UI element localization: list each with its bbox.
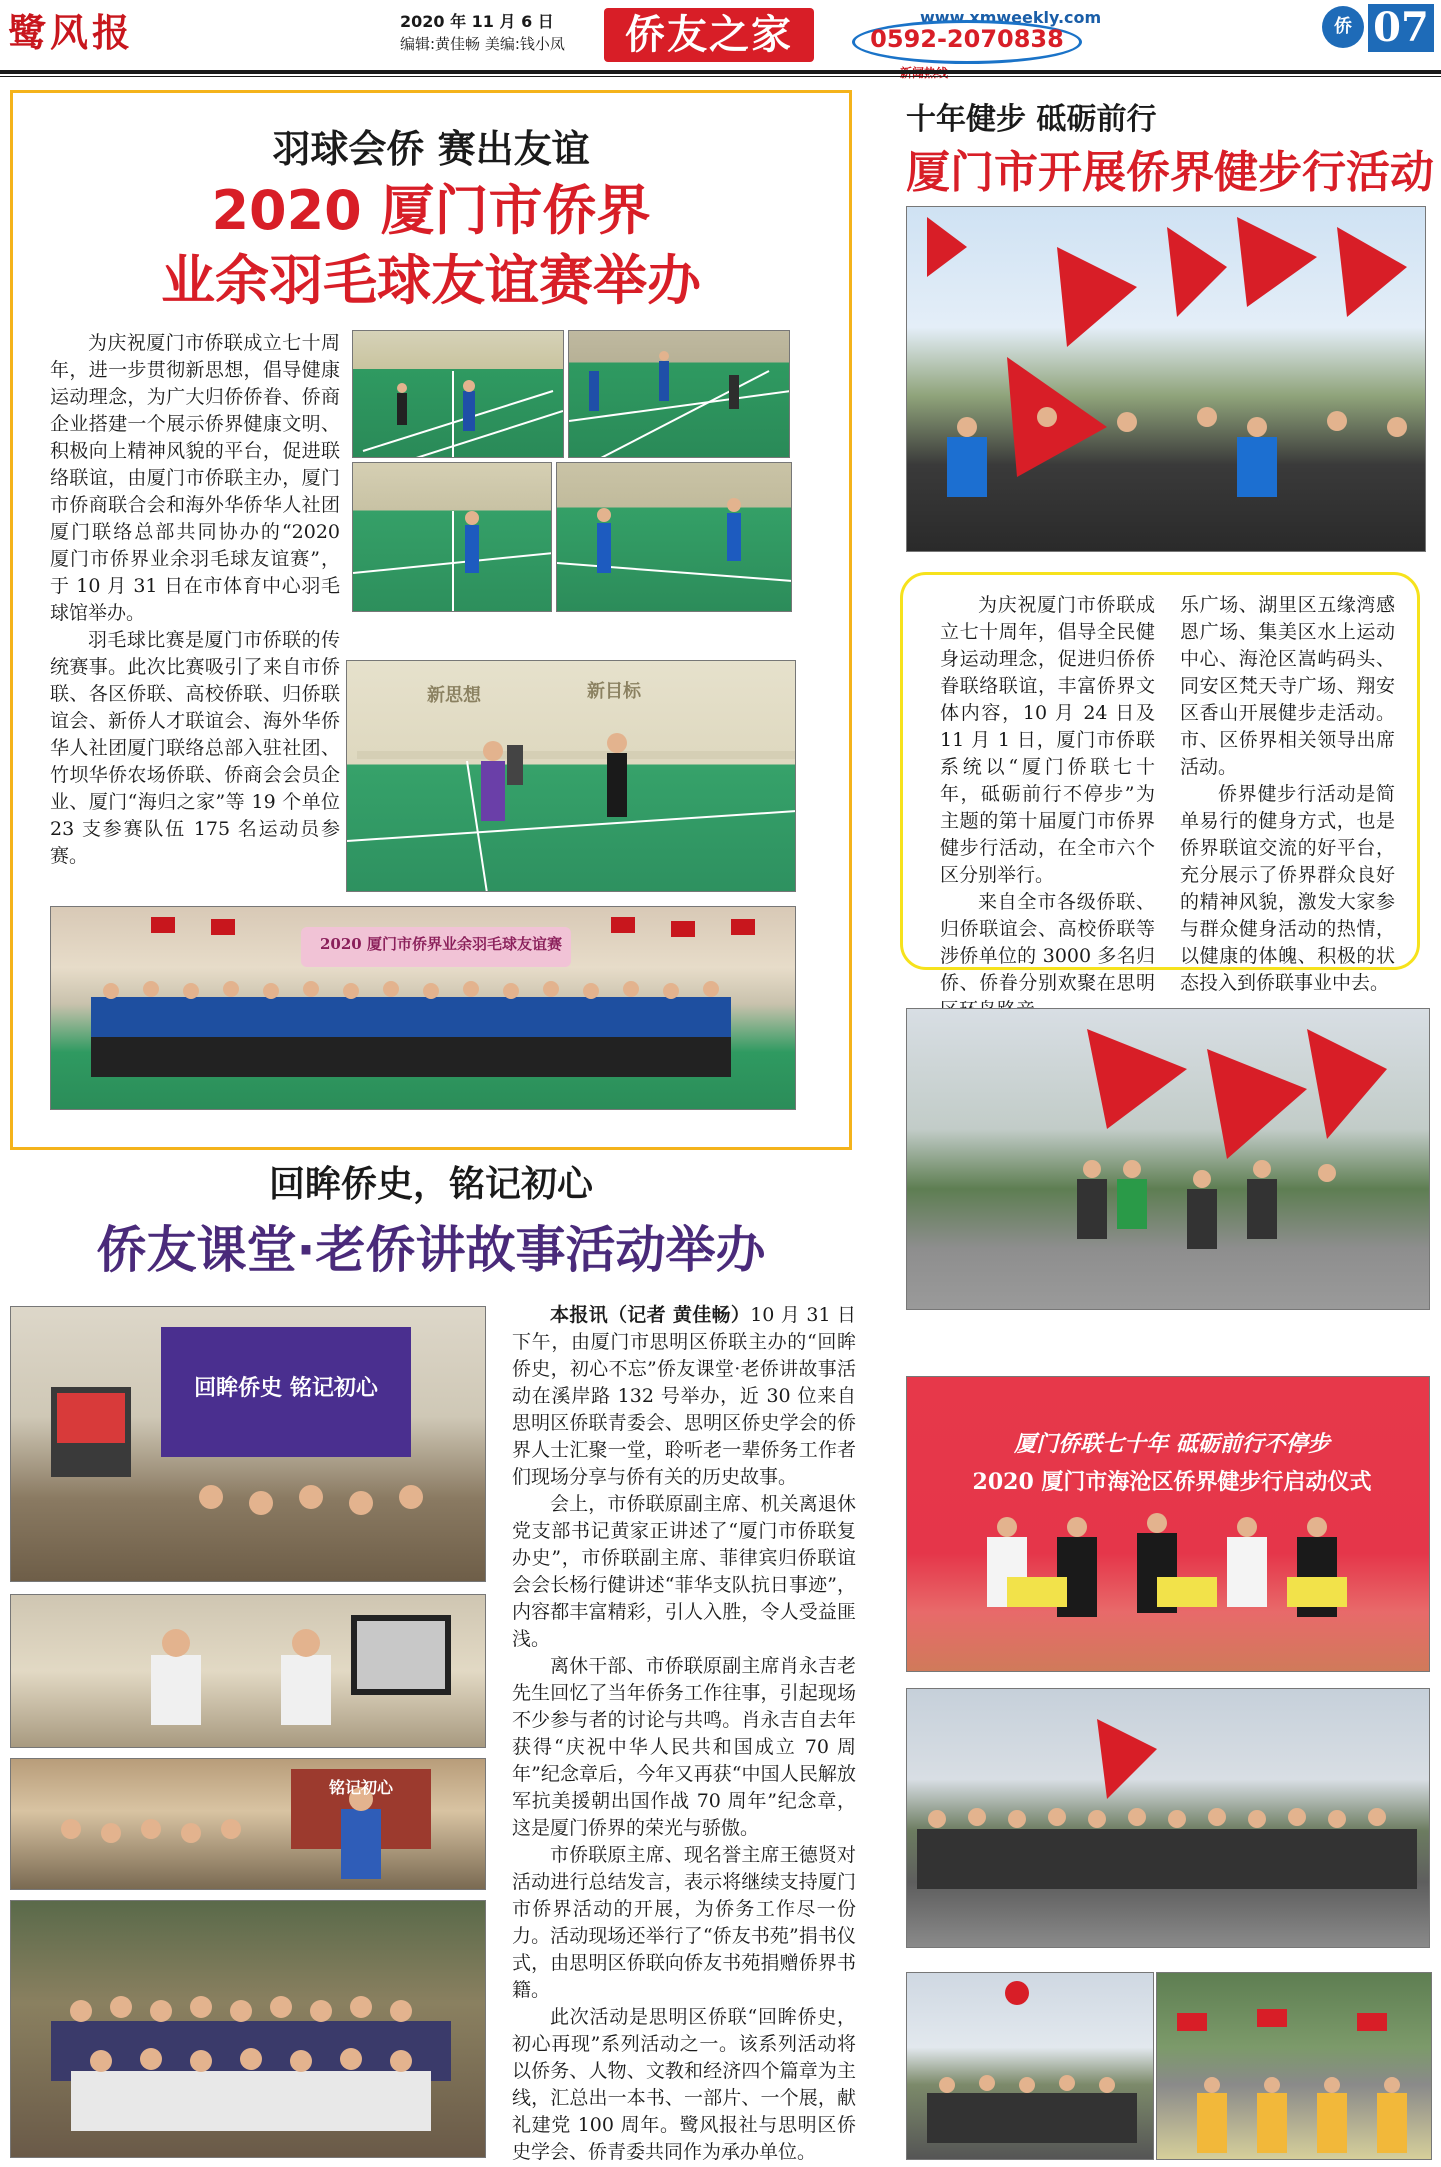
walk-paragraph-2-cont: 乐广场、湖里区五缘湾感恩广场、集美区水上运动中心、海沧区嵩屿码头、同安区梵天寺广场、翔安区香山开展健步走活动。市、区侨界相关领导出席活动。: [1180, 594, 1395, 778]
badminton-group-photo: [50, 906, 796, 1110]
history-lead: 10 月 31 日下午，由厦门市思明区侨联主办的“回眸侨史，初心不忘”侨友课堂·老侨讲故事活动在溪岸路 132 号举办，近 30 位来自思明区侨联青委会、思明区侨史学会的侨界人士汇聚一堂，聆听老一辈侨务工作者们现场分享与侨有关的历史故事。: [512, 1304, 856, 1488]
issue-date: 2020 年 11 月 6 日: [400, 12, 554, 31]
hotline-badge: [852, 20, 1082, 64]
history-kicker: 回眸侨史，铭记初心: [268, 1163, 593, 1205]
flags-and-crowd: [907, 207, 1426, 552]
walk-street-photo: [906, 1972, 1154, 2160]
screen-text: 回眸侨史 铭记初心: [194, 1375, 378, 1401]
walk-group-photo: [906, 1688, 1430, 1948]
stage-banner-line2: 2020 厦门市海沧区侨界健步行启动仪式: [972, 1469, 1372, 1495]
walk-title: 厦门市开展侨界健步行活动: [906, 147, 1434, 198]
wall-text: 新目标: [587, 681, 641, 702]
editor-credits: 编辑:黄佳畅 美编:钱小凤: [400, 35, 565, 53]
flags-and-crowd: [907, 1009, 1430, 1310]
section-badge-icon: 侨: [1322, 6, 1364, 48]
page-number: 07: [1368, 4, 1434, 52]
walk-column-2: [1180, 592, 1395, 997]
history-audience-photo: [10, 1758, 486, 1890]
history-paragraph-2: 离休干部、市侨联原副主席肖永吉老先生回忆了当年侨务工作往事，引起现场不少参与者的讨论与共鸣。肖永吉自去年获得“庆祝中华人民共和国成立 70 周年”纪念章后，今年又再获“中国人民解放军抗美援朝出国作战 70 周年”纪念章，这是厦门侨界的荣光与骄傲。: [512, 1655, 856, 1839]
history-title: 侨友课堂·老侨讲故事活动举办: [96, 1221, 766, 1279]
history-speaker-photo: [10, 1594, 486, 1748]
history-group-photo: [10, 1900, 486, 2158]
badminton-paragraph-2: 羽毛球比赛是厦门市侨联的传统赛事。此次比赛吸引了来自市侨联、各区侨联、高校侨联、归侨联谊会、新侨人才联谊会、海外华侨华人社团厦门联络总部入驻社团、竹坝华侨农场侨联、侨商会会员企业、厦门“海归之家”等 19 个单位 23 支参赛队伍 175 名运动员参赛。: [50, 629, 340, 867]
walk-paragraph-3: 侨界健步行活动是简单易行的健身方式，也是侨界联谊交流的好平台，充分展示了侨界群众良好的精神风貌，激发大家参与群众健身活动的热情，以健康的体魄、积极的状态投入到侨联事业中去。: [1180, 783, 1395, 994]
stage-banner-line1: 厦门侨联七十年 砥砺前行不停步: [1014, 1431, 1330, 1457]
walk-paragraph-2: 来自全市各级侨联、归侨联谊会、高校侨联等涉侨单位的 3000 多名归侨、侨眷分别欢聚在思明: [940, 891, 1155, 994]
history-lecture-photo: [10, 1306, 486, 1582]
flags-and-crowd: [907, 1973, 1154, 2160]
website-url: www.xmweekly.com: [920, 8, 1102, 27]
performers: [1157, 1973, 1432, 2160]
section-title: 侨友之家: [604, 8, 814, 62]
masthead-rule-thin: [0, 76, 1441, 77]
history-body: [512, 1302, 856, 2166]
court-lines: [353, 331, 564, 458]
hotline-number: 0592-2070838: [870, 25, 1064, 53]
walk-stage-photo: [906, 1376, 1430, 1672]
history-paragraph-1: 会上，市侨联原副主席、机关离退休党支部书记黄家正讲述了“厦门市侨联复办史”，市侨联副主席、菲律宾归侨联谊会会长杨行健讲述“菲华支队抗日事迹”，内容都丰富精彩，引人入胜，令人受益匪浅。: [512, 1493, 856, 1650]
court-lines: [353, 463, 552, 612]
stage-crowd: [907, 1377, 1430, 1672]
history-paragraph-4: 此次活动是思明区侨联“回眸侨史，初心再现”系列活动之一。该系列活动将以侨务、人物、文教和经济四个篇章为主线，汇总出一本书、一部片、一个展，献礼建党 100 周年。鹭风报社与思明区侨史学会、侨青委共同作为承办单位。: [512, 2006, 856, 2163]
court-lines: [569, 331, 790, 458]
masthead-rule: [0, 70, 1441, 74]
history-byline: 本报讯（记者 黄佳畅）: [550, 1304, 751, 1326]
walk-kicker: 十年健步 砥砺前行: [906, 102, 1157, 137]
flags-and-crowd: [907, 1689, 1430, 1948]
badminton-title-line1: 2020 厦门市侨界: [211, 179, 651, 242]
speakers: [11, 1595, 486, 1748]
badminton-match-photo: [346, 660, 796, 892]
banner-text: 2020 厦门市侨界业余羽毛球友谊赛: [320, 935, 562, 953]
history-paragraph-3: 市侨联原主席、现名誉主席王德贤对活动进行总结发言，表示将继续支持厦门市侨界活动的开展，为侨务工作尽一份力。活动现场还举行了“侨友书苑”捐书仪式，由思明区侨联向侨友书苑捐赠侨界书籍。: [512, 1844, 856, 2001]
history-lead-paragraph: [512, 1302, 856, 1491]
wall-text: 新思想: [427, 685, 481, 706]
group-figures: [11, 1901, 486, 2158]
badminton-court-photo: [568, 330, 790, 458]
newspaper-logo: 鹭风报: [8, 10, 135, 55]
badminton-court-photo: [352, 462, 552, 612]
badminton-title-line2: 业余羽毛球友谊赛举办: [161, 249, 701, 312]
badminton-paragraph-1: 为庆祝厦门市侨联成立七十周年，进一步贯彻新思想，倡导健康运动理念，为广大归侨侨眷、侨商企业搭建一个展示侨界健康文明、积极向上精神风貌的平台，促进联络联谊，由厦门市侨联主办，厦门市侨商联合会和海外华侨华人社团厦门联络总部共同协办的“2020 厦门市侨界业余羽毛球友谊赛”，于 10 月 31 日在市体育中心羽毛球馆举办。: [50, 332, 340, 624]
badminton-body: [50, 330, 340, 870]
court-lines: [347, 661, 796, 892]
walk-flags-photo: [906, 1008, 1430, 1310]
walk-crowd-photo: [906, 206, 1426, 552]
screen-text: 铭记初心: [328, 1778, 393, 1797]
court-lines: [557, 463, 792, 612]
walk-performers-photo: [1156, 1972, 1432, 2160]
walk-column-1: [940, 592, 1155, 1024]
badminton-kicker: 羽球会侨 赛出友谊: [272, 126, 590, 171]
lecture-room: [11, 1307, 486, 1582]
badminton-court-photo: [352, 330, 564, 458]
walk-paragraph-1: 为庆祝厦门市侨联成立七十周年，倡导全民健身运动理念，促进归侨侨眷联络联谊，丰富侨界文体内容，10 月 24 日及 11 月 1 日，厦门市侨联系统以“厦门侨联七十年，砥砺前行不停步”为主题的第十届厦门市侨界健步行活动，在全市六个区分别举行。: [940, 594, 1155, 886]
badminton-court-photo: [556, 462, 792, 612]
